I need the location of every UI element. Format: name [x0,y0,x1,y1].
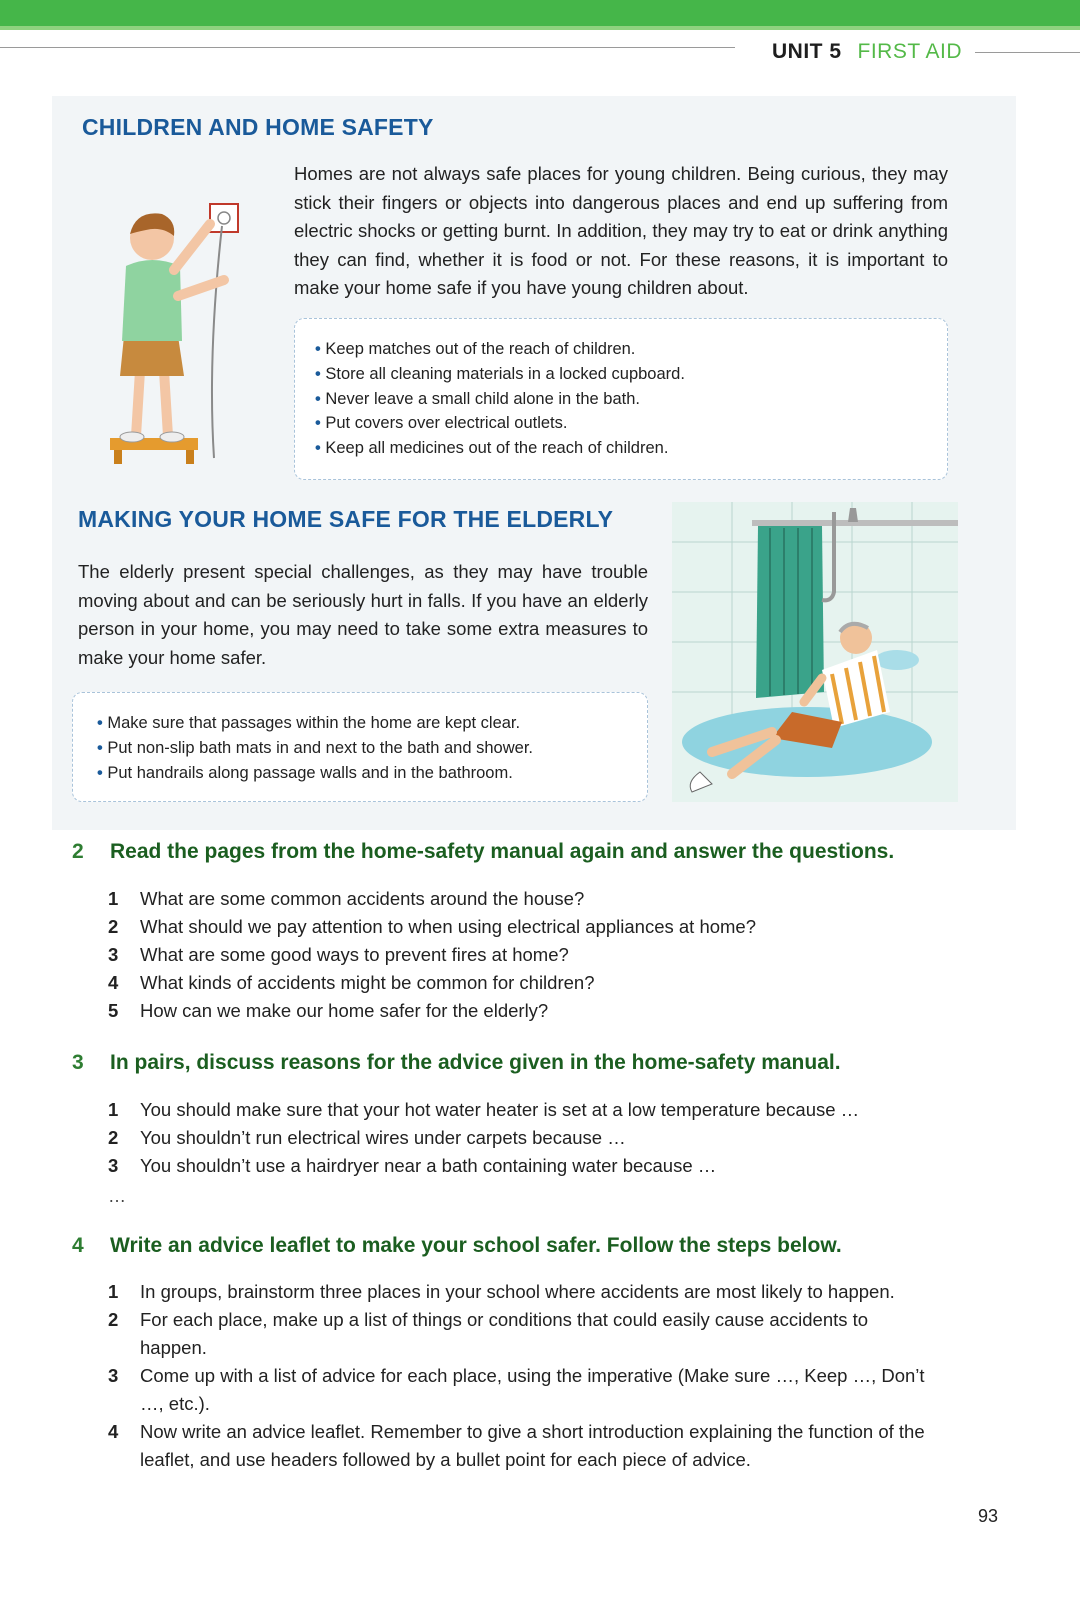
list-item: • Put handrails along passage walls and in the bathroom. [97,761,647,786]
list-item: 3 You shouldn’t use a hairdryer near a bath containing water because … [108,1155,717,1176]
children-paragraph: Homes are not always safe places for young children. Being curious, they may stick their fingers or objects into dangerous places and end up suffering from electric shocks or getting burnt. In addition, they may try to eat or drink anything they can find, whether it is food or not. For these reasons, it is important to make your home safe if you have young children about. [294,163,948,298]
list-item: • Keep all medicines out of the reach of children. [315,436,947,461]
item-text: You shouldn’t use a hairdryer near a bath containing water because … [140,1155,717,1176]
list-item: • Make sure that passages within the home are kept clear. [97,711,647,736]
manual-panel [52,96,1016,830]
list-item: 1 What are some common accidents around the house? [108,888,585,909]
unit-header [772,40,962,64]
item-text: You should make sure that your hot water heater is set at a low temperature because … [140,1099,860,1120]
exercise-2-instruction [72,840,894,864]
list-item: 3 What are some good ways to prevent fires at home? [108,944,569,965]
list-item: 2 You shouldn’t run electrical wires under carpets because … [108,1127,626,1148]
header-rule-left [0,47,735,48]
exercise-instruction-text: Write an advice leaflet to make your school safer. Follow the steps below. [110,1234,842,1257]
list-item: 5 How can we make our home safer for the elderly? [108,1000,549,1021]
elderly-tips-box [72,692,648,802]
list-item: 2 For each place, make up a list of things or conditions that could easily cause accidents to happen. [108,1309,869,1358]
unit-title: FIRST AID [857,40,962,63]
list-item: • Put covers over electrical outlets. [315,411,947,436]
list-item: • Keep matches out of the reach of children. [315,337,947,362]
item-text: What are some good ways to prevent fires at home? [140,944,569,965]
item-text: What should we pay attention to when using electrical appliances at home? [140,916,757,937]
children-tips-list [315,337,947,461]
elderly-tips-list [97,711,647,785]
item-text: For each place, make up a list of things or conditions that could easily cause accidents to happen. [140,1309,869,1358]
page-number: 93 [978,1506,999,1526]
exercise-4-steps [108,1278,938,1474]
item-text: How can we make our home safer for the elderly? [140,1000,549,1021]
list-item: 1 In groups, brainstorm three places in your school where accidents are most likely to happen. [108,1281,895,1302]
top-color-bar [0,0,1080,26]
exercise-instruction-text: In pairs, discuss reasons for the advice given in the home-safety manual. [110,1051,841,1074]
elderly-paragraph: The elderly present special challenges, as they may have trouble moving about and can be seriously hurt in falls. If you have an elderly person in your home, you may need to take some extra measures to make your home safer. [78,561,648,668]
list-item: • Store all cleaning materials in a locked cupboard. [315,362,947,387]
item-text: You shouldn’t run electrical wires under carpets because … [140,1127,626,1148]
section-title-elderly: MAKING YOUR HOME SAFE FOR THE ELDERLY [78,506,614,532]
elderly-fall-bathroom-illustration [672,502,958,802]
header-rule-right [975,52,1080,53]
list-item: 3 Come up with a list of advice for each place, using the imperative (Make sure …, Keep …, Don’t …, etc.). [108,1365,925,1414]
exercise-number: 2 [72,840,84,863]
list-item: 1 You should make sure that your hot water heater is set at a low temperature because … [108,1099,860,1120]
item-text: What kinds of accidents might be common for children? [140,972,595,993]
exercise-number: 3 [72,1051,84,1074]
item-text: In groups, brainstorm three places in your school where accidents are most likely to happen. [140,1281,895,1302]
exercise-4-instruction [72,1234,842,1258]
exercise-number: 4 [72,1234,84,1257]
list-item: • Put non-slip bath mats in and next to the bath and shower. [97,736,647,761]
exercise-instruction-text: Read the pages from the home-safety manual again and answer the questions. [110,840,895,863]
list-item: 4 What kinds of accidents might be common for children? [108,972,595,993]
continuation-ellipsis: … [108,1186,126,1206]
unit-number: UNIT 5 [772,40,842,63]
item-text: Now write an advice leaflet. Remember to give a short introduction explaining the function of the leaflet, and use headers followed by a bullet point for each piece of advice. [140,1421,925,1470]
children-tips-box [294,318,948,480]
list-item: • Never leave a small child alone in the bath. [315,387,947,412]
list-item: 2 What should we pay attention to when using electrical appliances at home? [108,916,757,937]
exercise-3-prompts [108,1096,938,1180]
exercise-2-questions [108,885,938,1025]
child-at-outlet-illustration [102,196,252,466]
section-title-children: CHILDREN AND HOME SAFETY [82,114,434,140]
item-text: Come up with a list of advice for each place, using the imperative (Make sure …, Keep …, Don’t …, etc.). [140,1365,925,1414]
list-item: 4 Now write an advice leaflet. Remember to give a short introduction explaining the function of the leaflet, and use headers followed by a bullet point for each piece of advice. [108,1421,925,1470]
exercise-3-instruction [72,1051,841,1075]
item-text: What are some common accidents around the house? [140,888,585,909]
